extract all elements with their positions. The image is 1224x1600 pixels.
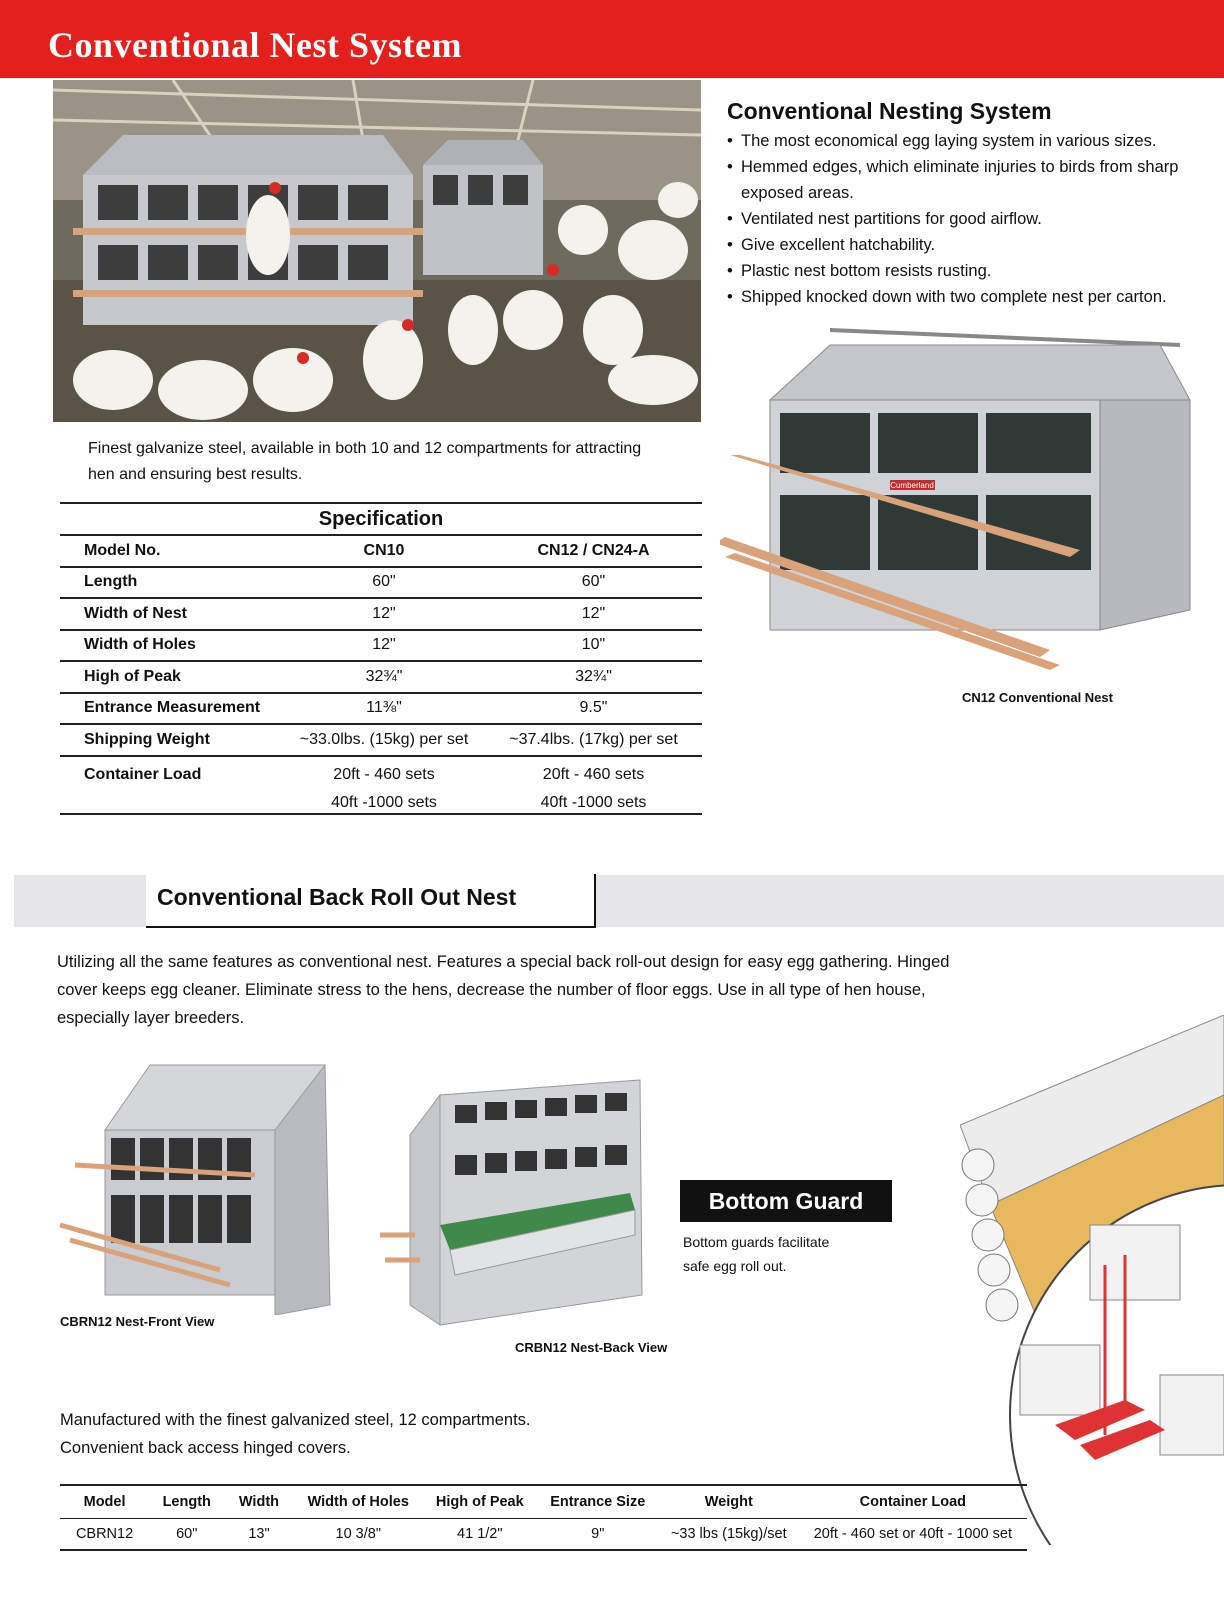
spec-cn12: 32¾" bbox=[575, 667, 612, 685]
cn12-caption: CN12 Conventional Nest bbox=[962, 690, 1113, 705]
spec-cn10-load bbox=[283, 761, 485, 817]
brand-logo: Cumberland bbox=[890, 481, 934, 490]
bottom-guard-label: Bottom Guard bbox=[680, 1180, 892, 1222]
column-header: Container Load bbox=[799, 1485, 1027, 1519]
spec-label: Width of Nest bbox=[84, 604, 187, 622]
column-header: Weight bbox=[659, 1485, 799, 1519]
spec-label: Length bbox=[84, 573, 138, 591]
spec-row bbox=[60, 599, 702, 631]
spec-label: Entrance Measurement bbox=[84, 699, 261, 717]
bottom-guard-text bbox=[683, 1230, 829, 1278]
features-title: Conventional Nesting System bbox=[727, 98, 1052, 124]
rollout-description: Utilizing all the same features as conventional nest. Features a special back roll-out design for easy egg gathering. Hinged cover keeps egg cleaner. Eliminate stress to the hens, decrease the number of floor eggs. Use in all type of hen house, especially layer breeders. bbox=[57, 953, 950, 1027]
cn12-nest-illustration bbox=[720, 325, 1200, 685]
spec-label: High of Peak bbox=[84, 667, 181, 685]
column-header: Entrance Size bbox=[537, 1485, 659, 1519]
spec-row bbox=[60, 536, 702, 568]
table-cell: CBRN12 bbox=[60, 1519, 149, 1551]
spec-heading: Specification bbox=[60, 502, 702, 536]
feature-item: • Give excellent hatchability. bbox=[727, 232, 1217, 258]
feature-item: • Hemmed edges, which eliminate injuries to birds from sharp exposed areas. bbox=[727, 154, 1217, 206]
spec-cn10: 32¾" bbox=[365, 667, 403, 685]
spec-cn10: 60" bbox=[372, 573, 396, 591]
manufactured-text bbox=[60, 1406, 531, 1462]
spec-row bbox=[60, 568, 702, 600]
photo-caption: Finest galvanize steel, available in both 10 and 12 compartments for attracting hen and ensuring best results. bbox=[88, 440, 642, 483]
feature-item: • The most economical egg laying system in various sizes. bbox=[727, 128, 1217, 154]
feature-item: • Plastic nest bottom resists rusting. bbox=[727, 258, 1217, 284]
spec-row bbox=[60, 725, 702, 757]
spec-cn12: 60" bbox=[581, 573, 606, 591]
cbrn12-spec-table bbox=[60, 1484, 1027, 1551]
rollout-section-title: Conventional Back Roll Out Nest bbox=[157, 884, 517, 910]
load-line: 20ft - 460 sets bbox=[333, 765, 435, 783]
spec-row bbox=[60, 631, 702, 663]
spec-cn12: 10" bbox=[581, 636, 606, 654]
spec-row-container-load bbox=[60, 757, 702, 815]
manufactured-line: Manufactured with the finest galvanized steel, 12 compartments. bbox=[60, 1411, 531, 1429]
table-row bbox=[60, 1519, 1027, 1551]
hen-house-illustration bbox=[53, 80, 701, 422]
manufactured-line: Convenient back access hinged covers. bbox=[60, 1439, 351, 1457]
table-cell: 20ft - 460 set or 40ft - 1000 set bbox=[799, 1519, 1027, 1551]
hen-house-layout-illustration bbox=[960, 1015, 1224, 1545]
table-cell: 10 3/8" bbox=[294, 1519, 423, 1551]
spec-cn12: ~37.4lbs. (17kg) per set bbox=[509, 730, 678, 748]
spec-cn12: CN12 / CN24-A bbox=[537, 541, 650, 559]
table-cell: ~33 lbs (15kg)/set bbox=[659, 1519, 799, 1551]
spec-label: Width of Holes bbox=[84, 636, 196, 654]
page-title: Conventional Nest System bbox=[48, 25, 462, 65]
table-cell: 60" bbox=[149, 1519, 224, 1551]
hen-house-photo bbox=[53, 80, 701, 422]
load-line: 20ft - 460 sets bbox=[542, 765, 645, 783]
spec-label: Shipping Weight bbox=[84, 730, 210, 748]
bottom-guard-line: safe egg roll out. bbox=[683, 1258, 787, 1274]
table-cell: 13" bbox=[224, 1519, 293, 1551]
load-line: 40ft -1000 sets bbox=[331, 793, 437, 811]
spec-cn10: ~33.0lbs. (15kg) per set bbox=[299, 730, 469, 748]
spec-cn10: 12" bbox=[372, 604, 396, 622]
table-header-row bbox=[60, 1485, 1027, 1519]
spec-cn10: 12" bbox=[372, 636, 396, 654]
table-cell: 9" bbox=[537, 1519, 659, 1551]
back-view-caption: CRBN12 Nest-Back View bbox=[515, 1340, 668, 1355]
spec-row bbox=[60, 694, 702, 726]
spec-label: Container Load bbox=[84, 765, 202, 783]
table-cell: 41 1/2" bbox=[423, 1519, 537, 1551]
spec-cn10: CN10 bbox=[363, 541, 405, 559]
column-header: Model bbox=[60, 1485, 149, 1519]
column-header: Length bbox=[149, 1485, 224, 1519]
front-view-caption: CBRN12 Nest-Front View bbox=[60, 1314, 215, 1329]
column-header: Width of Holes bbox=[294, 1485, 423, 1519]
spec-cn12: 12" bbox=[581, 604, 606, 622]
bottom-guard-line: Bottom guards facilitate bbox=[683, 1234, 830, 1250]
cbrn12-front-illustration bbox=[55, 1055, 345, 1315]
crbn12-back-illustration bbox=[380, 1075, 650, 1345]
spec-cn12: 9.5" bbox=[579, 699, 608, 717]
spec-row bbox=[60, 662, 702, 694]
feature-item: • Shipped knocked down with two complete nest per carton. bbox=[727, 284, 1217, 310]
feature-item: • Ventilated nest partitions for good airflow. bbox=[727, 206, 1217, 232]
spec-label: Model No. bbox=[84, 541, 161, 559]
column-header: Width bbox=[224, 1485, 293, 1519]
load-line: 40ft -1000 sets bbox=[540, 793, 647, 811]
spec-cn10: 11⅜" bbox=[366, 699, 402, 717]
spec-cn12-load bbox=[485, 761, 702, 817]
feature-list bbox=[727, 128, 1217, 310]
column-header: High of Peak bbox=[423, 1485, 537, 1519]
specification-table bbox=[60, 502, 702, 815]
